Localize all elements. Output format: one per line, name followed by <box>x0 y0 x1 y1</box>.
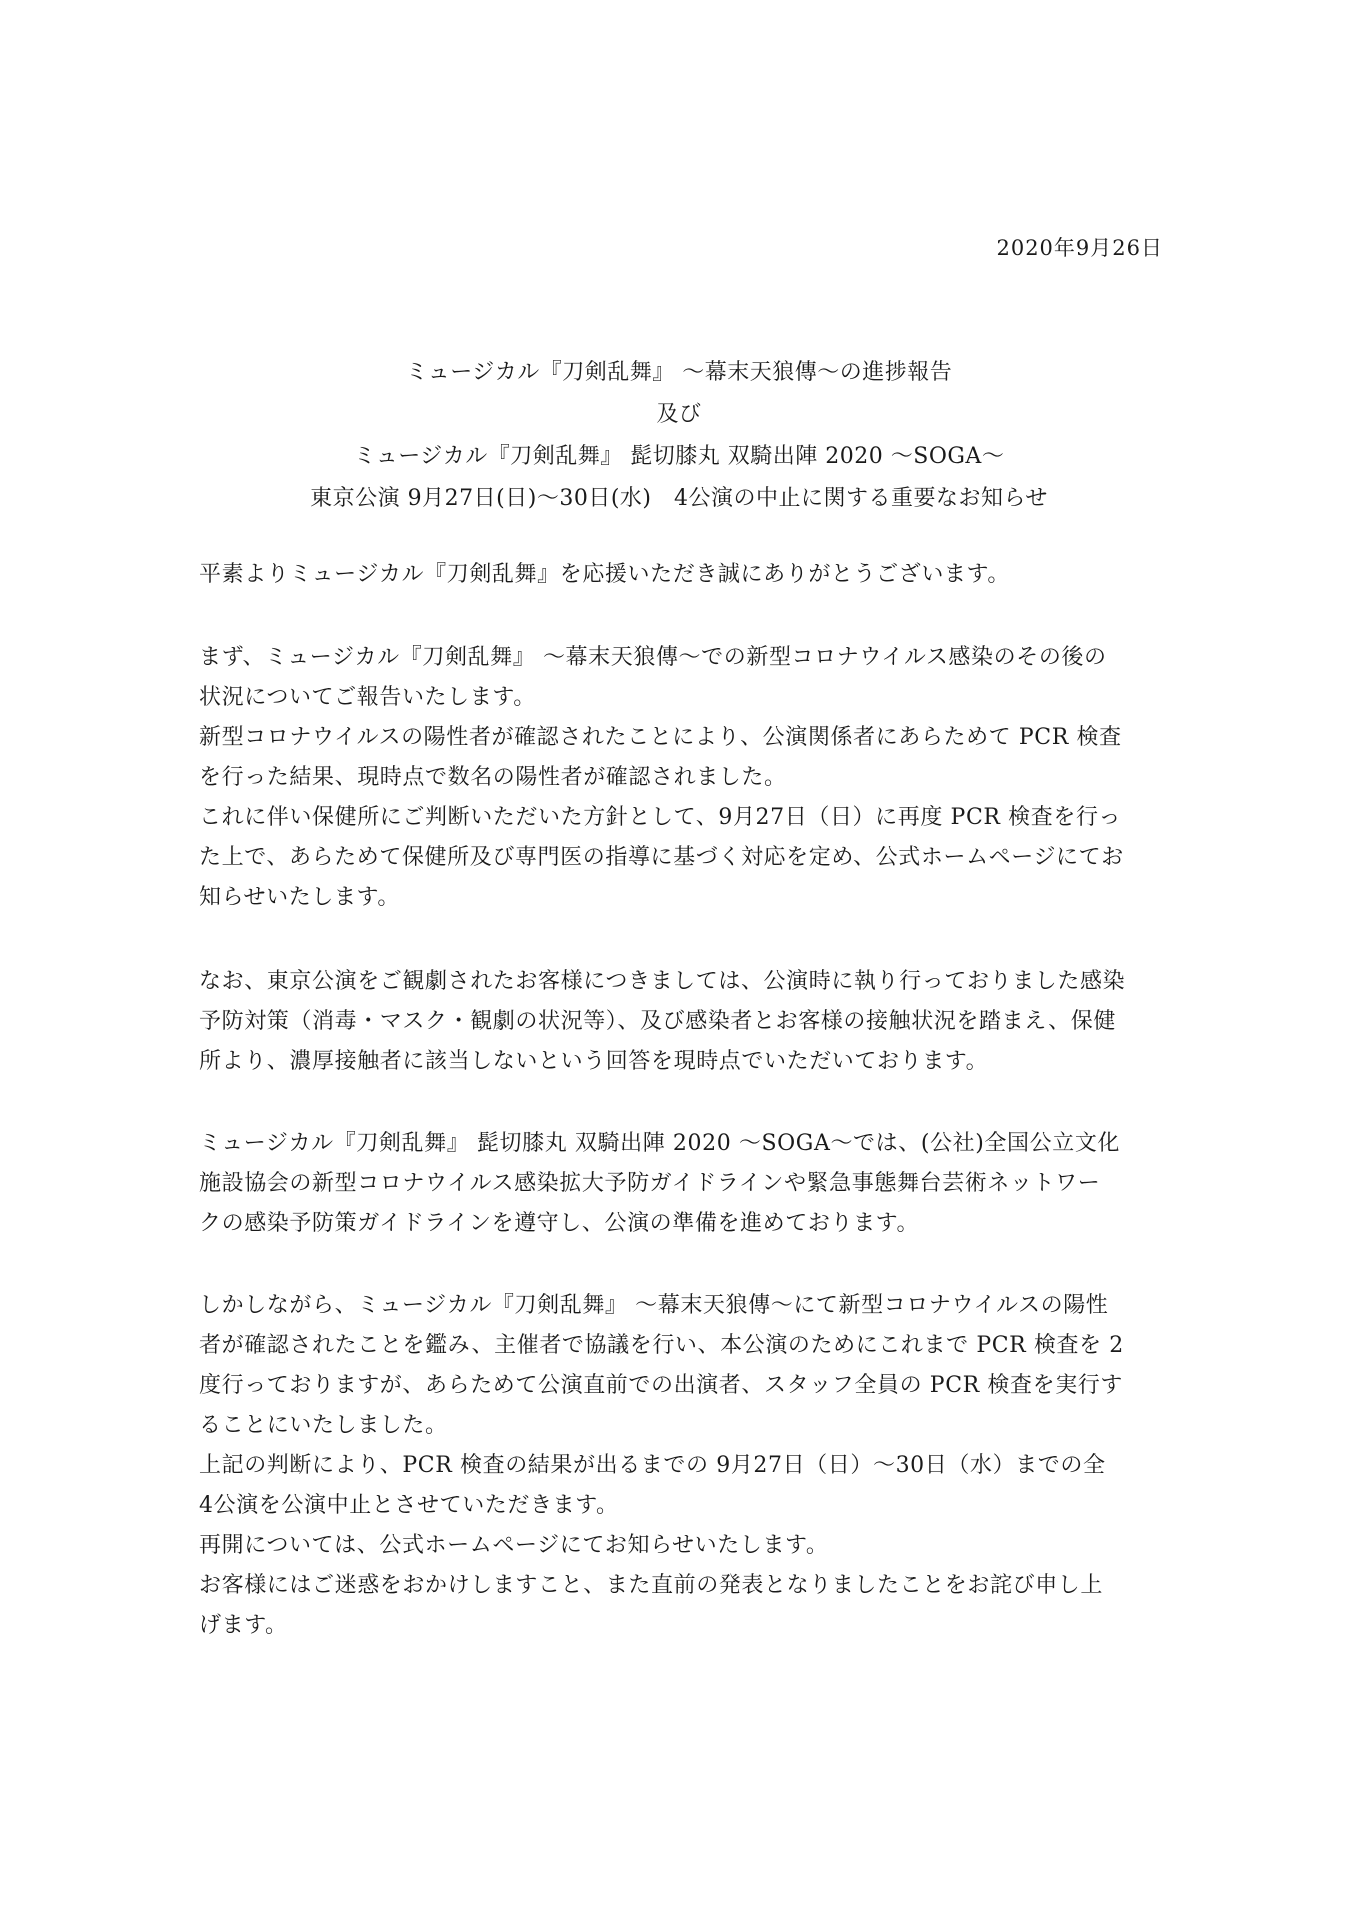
text-line: 所より、濃厚接触者に該当しないという回答を現時点でいただいております。 <box>199 1049 989 1074</box>
text-line: まず、ミュージカル『刀剣乱舞』 ～幕末天狼傳～での新型コロナウイルス感染のその後の <box>199 645 1107 670</box>
title-line: ミュージカル『刀剣乱舞』 髭切膝丸 双騎出陣 2020 ～SOGA～ <box>353 444 1005 469</box>
text-line: 平素よりミュージカル『刀剣乱舞』を応援いただき誠にありがとうございます。 <box>199 562 1010 587</box>
title-line: 及び <box>656 402 702 427</box>
guidelines-paragraph <box>199 1124 1166 1244</box>
text-line: 再開については、公式ホームページにてお知らせいたします。 <box>199 1533 829 1558</box>
text-line: げます。 <box>199 1613 288 1638</box>
text-line: 状況についてご報告いたします。 <box>199 685 536 710</box>
title-line: ミュージカル『刀剣乱舞』 ～幕末天狼傳～の進捗報告 <box>405 360 953 385</box>
text-line: 施設協会の新型コロナウイルス感染拡大予防ガイドラインや緊急事態舞台芸術ネットワー <box>199 1171 1101 1196</box>
text-line: 4公演を公演中止とさせていただきます。 <box>199 1493 619 1518</box>
text-line: お客様にはご迷惑をおかけしますこと、また直前の発表となりましたことをお詫び申し上 <box>199 1573 1104 1598</box>
text-line: た上で、あらためて保健所及び専門医の指導に基づく対応を定め、公式ホームページにてお <box>199 845 1124 870</box>
text-line: 度行っておりますが、あらためて公演直前での出演者、スタッフ全員の PCR 検査を実行す <box>199 1373 1123 1398</box>
text-line: 新型コロナウイルスの陽性者が確認されたことにより、公演関係者にあらためて PCR 検査 <box>199 725 1122 750</box>
greeting-paragraph <box>199 555 1166 595</box>
text-line: なお、東京公演をご観劇されたお客様につきましては、公演時に執り行っておりました感染 <box>199 969 1126 994</box>
text-line: 者が確認されたことを鑑み、主催者で協議を行い、本公演のためにこれまで PCR 検査を 2 <box>199 1333 1124 1358</box>
text-line: 上記の判断により、PCR 検査の結果が出るまでの 9月27日（日）～30日（水）までの全 <box>199 1453 1106 1478</box>
document-title <box>0 352 1358 520</box>
text-line: これに伴い保健所にご判断いただいた方針として、9月27日（日）に再度 PCR 検査を行っ <box>199 805 1122 830</box>
status-report-paragraph <box>199 638 1166 918</box>
text-line: 知らせいたします。 <box>199 885 400 910</box>
text-line: 予防対策（消毒・マスク・観劇の状況等）、及び感染者とお客様の接触状況を踏まえ、保健 <box>199 1009 1116 1034</box>
text-line: を行った結果、現時点で数名の陽性者が確認されました。 <box>199 765 787 790</box>
document-date: 2020年9月26日 <box>996 236 1163 260</box>
text-line: ミュージカル『刀剣乱舞』 髭切膝丸 双騎出陣 2020 ～SOGA～では、(公社)全国公立文化 <box>199 1131 1121 1156</box>
cancellation-paragraph <box>199 1286 1166 1646</box>
text-line: しかしながら、ミュージカル『刀剣乱舞』 ～幕末天狼傳～にて新型コロナウイルスの陽性 <box>199 1293 1109 1318</box>
title-line: 東京公演 9月27日(日)～30日(水) 4公演の中止に関する重要なお知らせ <box>310 486 1048 511</box>
text-line: クの感染予防策ガイドラインを遵守し、公演の準備を進めております。 <box>199 1211 920 1236</box>
text-line: ることにいたしました。 <box>199 1413 448 1438</box>
audience-contact-paragraph <box>199 962 1166 1082</box>
